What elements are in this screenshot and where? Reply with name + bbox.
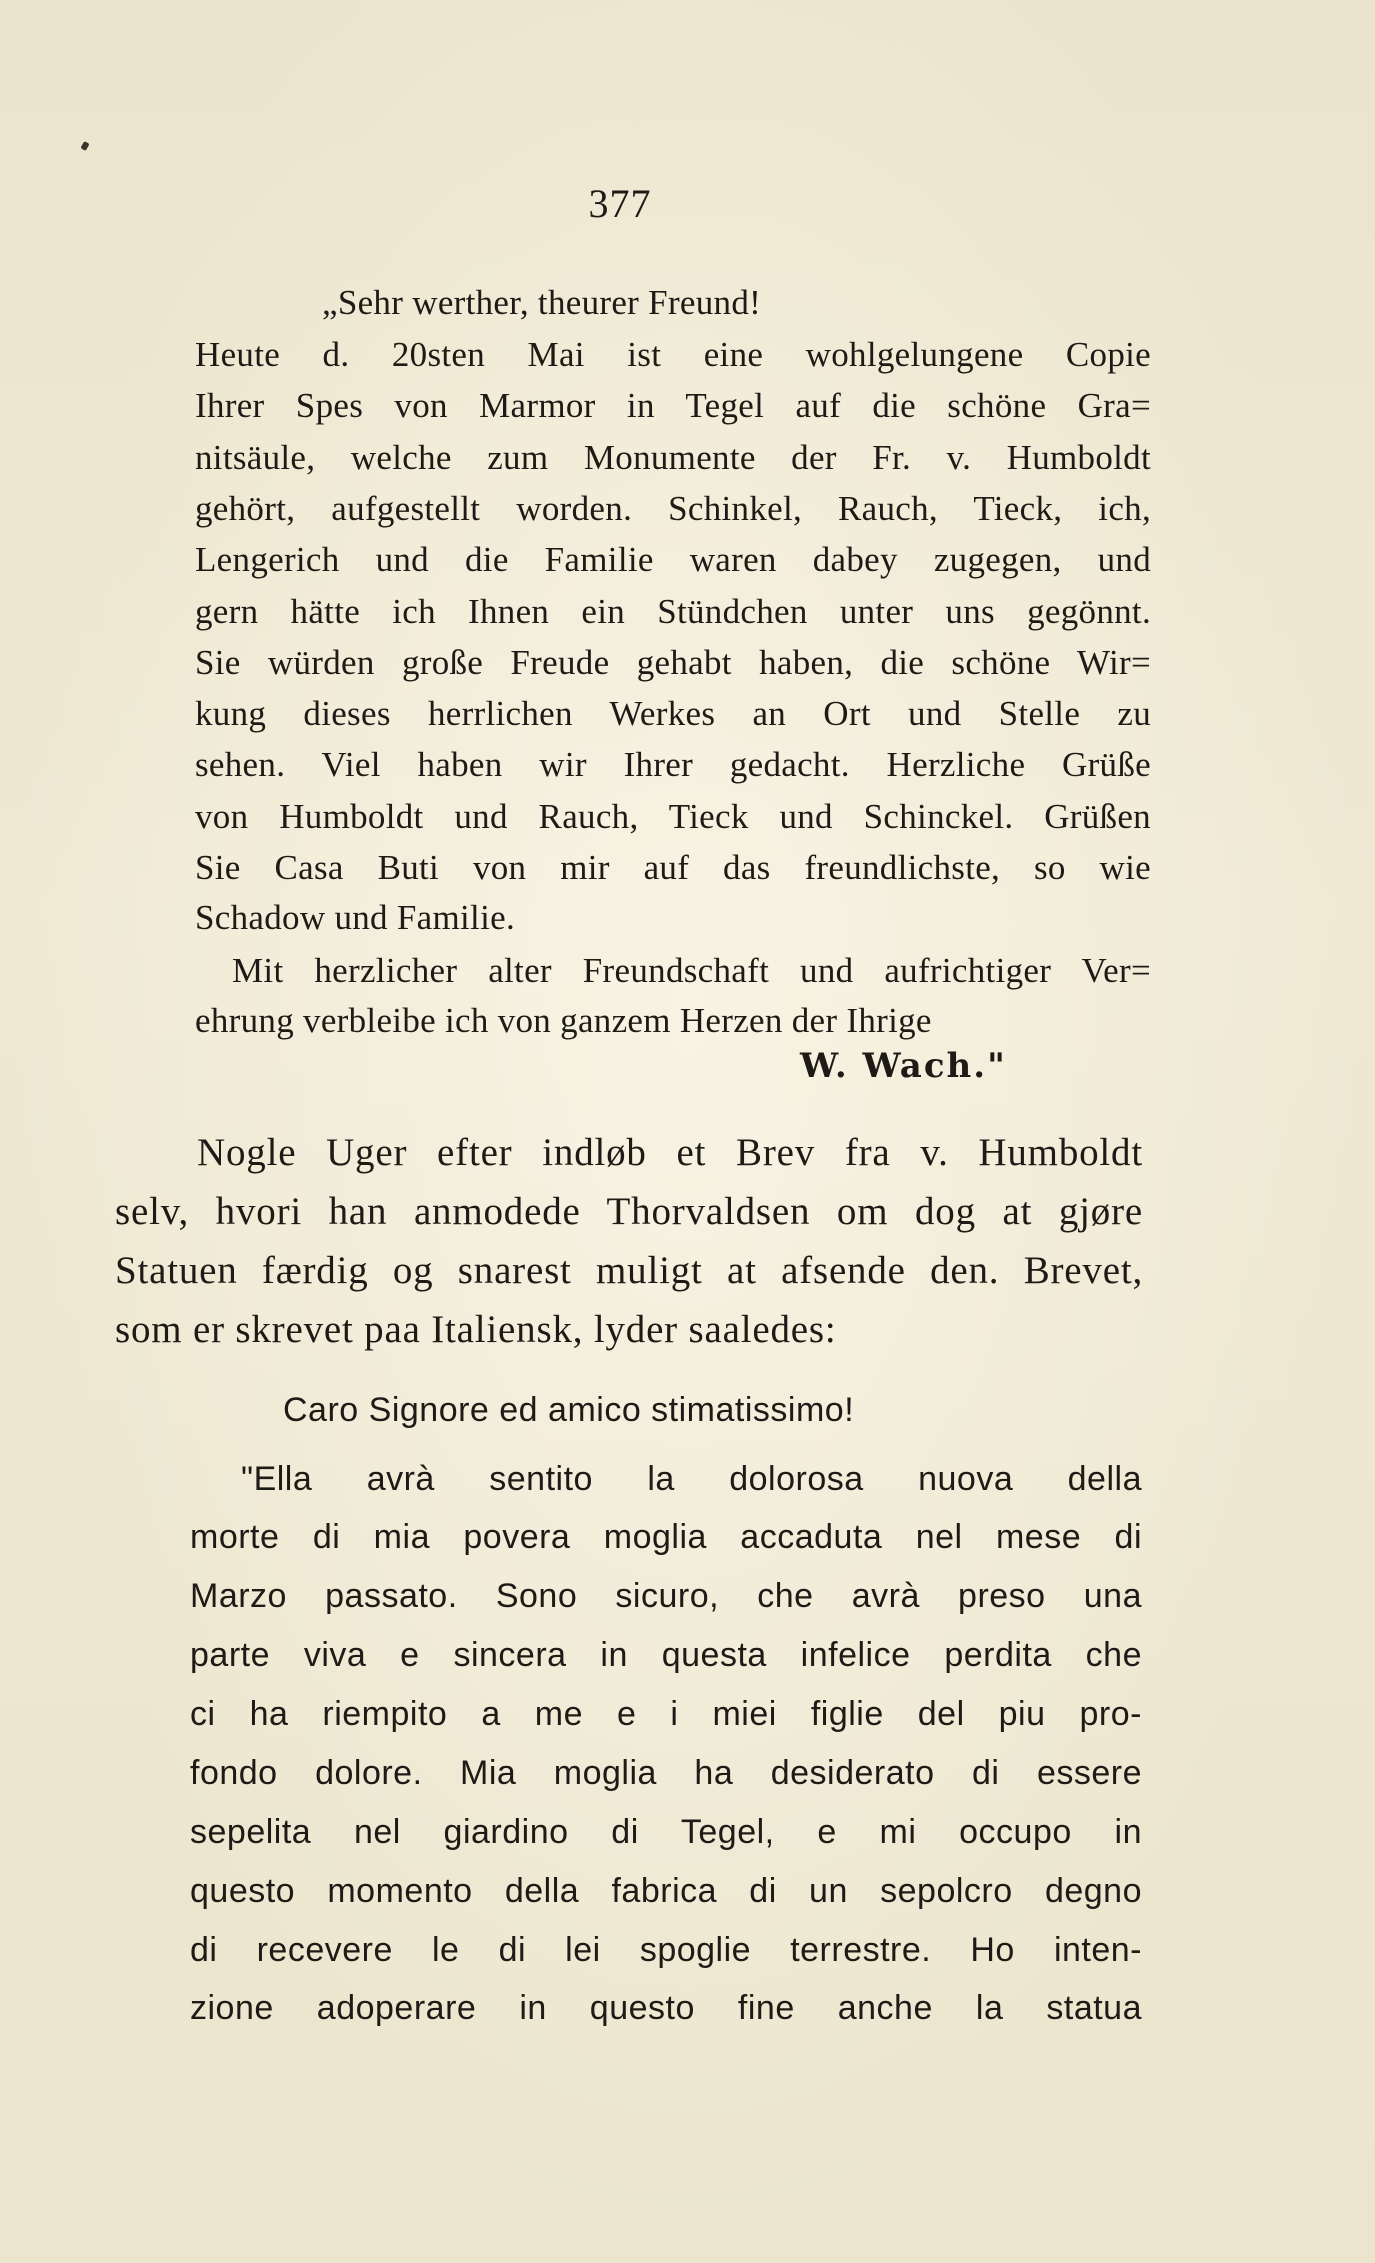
letter-line-2: Ihrer Spes von Marmor in Tegel auf die schöne Gra= (195, 386, 1151, 425)
page-number: 377 (588, 181, 652, 226)
letter-line-3: nitsäule, welche zum Monumente der Fr. v. Humboldt (195, 438, 1151, 477)
danish-line-4: som er skrevet paa Italiensk, lyder saaledes: (115, 1308, 837, 1351)
danish-line-3: Statuen færdig og snarest muligt at afsende den. Brevet, (115, 1249, 1143, 1292)
italian-greeting: Caro Signore ed amico stimatissimo! (283, 1391, 855, 1429)
letter-line-12: Schadow und Familie. (195, 898, 515, 937)
letter-line-9: sehen. Viel haben wir Ihrer gedacht. Herzliche Grüße (195, 745, 1151, 784)
letter-line-7: Sie würden große Freude gehabt haben, die schöne Wir= (195, 643, 1151, 682)
ink-speck (80, 141, 89, 151)
italian-line-3: Marzo passato. Sono sicuro, che avrà preso una (190, 1577, 1142, 1615)
danish-line-2: selv, hvori han anmodede Thorvaldsen om dog at gjøre (115, 1190, 1143, 1233)
italian-line-6: fondo dolore. Mia moglia ha desiderato di essere (190, 1754, 1142, 1792)
letter-line-4: gehört, aufgestellt worden. Schinkel, Rauch, Tieck, ich, (195, 489, 1151, 528)
italian-line-5: ci ha riempito a me e i miei figlie del piu pro- (190, 1695, 1142, 1733)
letter-line-6: gern hätte ich Ihnen ein Stündchen unter uns gegönnt. (195, 592, 1151, 631)
italian-line-9: di recevere le di lei spoglie terrestre. Ho inten- (190, 1931, 1142, 1969)
letter-signature: W. Wach." (800, 1046, 1007, 1086)
letter-closing-2: ehrung verbleibe ich von ganzem Herzen der Ihrige (195, 1001, 932, 1040)
italian-line-7: sepelita nel giardino di Tegel, e mi occupo in (190, 1813, 1142, 1851)
letter-closing-1: Mit herzlicher alter Freundschaft und aufrichtiger Ver= (232, 951, 1151, 990)
danish-line-1: Nogle Uger efter indløb et Brev fra v. Humboldt (197, 1131, 1143, 1174)
letter-line-11: Sie Casa Buti von mir auf das freundlichste, so wie (195, 848, 1151, 887)
letter-line-5: Lengerich und die Familie waren dabey zugegen, und (195, 540, 1151, 579)
italian-line-4: parte viva e sincera in questa infelice perdita che (190, 1636, 1142, 1674)
letter-line-1: Heute d. 20sten Mai ist eine wohlgelungene Copie (195, 335, 1151, 374)
letter-line-10: von Humboldt und Rauch, Tieck und Schinckel. Grüßen (195, 797, 1151, 836)
letter-salutation: „Sehr werther, theurer Freund! (322, 283, 762, 322)
letter-line-8: kung dieses herrlichen Werkes an Ort und Stelle zu (195, 694, 1151, 733)
italian-line-2: morte di mia povera moglia accaduta nel mese di (190, 1518, 1142, 1556)
italian-line-10: zione adoperare in questo fine anche la statua (190, 1989, 1142, 2027)
italian-line-1: "Ella avrà sentito la dolorosa nuova della (241, 1460, 1142, 1498)
italian-line-8: questo momento della fabrica di un sepolcro degno (190, 1872, 1142, 1910)
